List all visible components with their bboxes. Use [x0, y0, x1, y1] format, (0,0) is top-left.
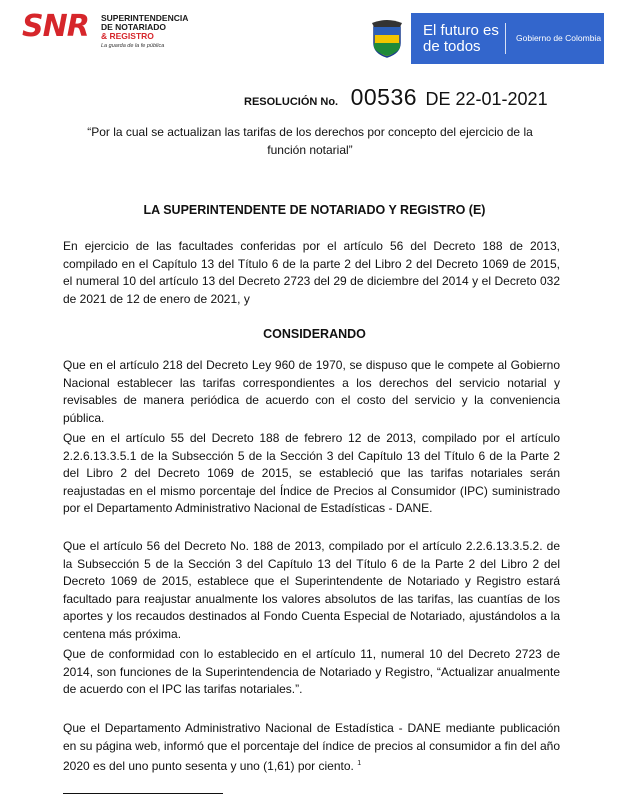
- divider: [505, 23, 506, 54]
- gov-slogan: El futuro es de todos: [423, 21, 499, 55]
- list-item: Que de conformidad con lo establecido en el artículo 11, numeral 10 del Decreto 2723 de 2014, son funciones de la Superintendencia de Notariado y Registro, “Actualizar anualmente de acuerdo con el IPC las tarifas notariales.”.: [63, 647, 560, 697]
- resolution-date: DE 22-01-2021: [425, 89, 548, 109]
- footnote-separator: [63, 793, 223, 794]
- preamble-paragraph: En ejercicio de las facultades conferidas por el artículo 56 del Decreto 188 de 2013, compilado en el Capítulo 13 del Título 6 de la parte 2 del Libro 2 del Decreto 1069 de 2015, el numeral 10 del artículo 13 del Decreto 2723 del 29 de diciembre del 2014 y el Decreto 032 de 2021 de 12 de enero de 2021, y: [63, 239, 560, 306]
- colombia-coat-of-arms-icon: [362, 13, 411, 64]
- snr-logo: [22, 9, 189, 52]
- footnote-marker: 1: [357, 760, 362, 768]
- considering-heading: CONSIDERANDO: [263, 327, 366, 341]
- authority-heading: LA SUPERINTENDENTE DE NOTARIADO Y REGISTRO (E): [143, 203, 486, 217]
- gov-name: Gobierno de Colombia: [516, 33, 602, 43]
- snr-tagline: La guarda de la fe pública: [101, 43, 165, 49]
- resolution-number-line: [244, 84, 548, 111]
- snr-logo-text: SUPERINTENDENCIA DE NOTARIADO & REGISTRO: [101, 13, 189, 41]
- list-item: Que en el artículo 55 del Decreto 188 de febrero 12 de 2013, compilado por el artículo 2.2.6.13.3.5.1 de la Subsección 5 de la Sección 3 del Capítulo 13 del Título 6 de la Parte 2 del Libro 2 del Decreto 1069 de 2015, se estableció que las tarifas notariales serán reajustadas en el mismo porcentaje del Índice de Precios al Consumidor (IPC) suministrado por el Departamento Administrativo Nacional de Estadísticas - DANE.: [63, 431, 560, 516]
- resolution-subject: “Por la cual se actualizan las tarifas de los derechos por concepto del ejercicio de la función notarial”: [87, 125, 533, 157]
- resolution-number: 00536: [350, 84, 418, 110]
- snr-logo-mark: SNR: [22, 9, 89, 44]
- list-item: Que en el artículo 218 del Decreto Ley 960 de 1970, se dispuso que le compete al Gobierno Nacional establecer las tarifas correspondientes a los derechos del servicio notarial y revisables de manera periódica de acuerdo con el costo del servicio y la conveniencia pública.: [63, 358, 560, 425]
- list-item: Que el artículo 56 del Decreto No. 188 de 2013, compilado por el artículo 2.2.6.13.3.5.2. de la Subsección 5 de la Sección 3 del Capítulo 13 del Título 6 de la Parte 2 del Libro 2 del Decreto 1069 de 2015, establece que el Superintendente de Notariado y Registro estará facultado para reajustar anualmente los valores absolutos de las tarifas, las cuantías de los aportes y los recaudos destinados al Fondo Cuenta Especial de Notariado, ajustándolos a la centena más próxima.: [63, 539, 560, 641]
- list-item: Que el Departamento Administrativo Nacional de Estadística - DANE mediante publicación en su página web, informó que el porcentaje del índice de precios al consumidor a fin del año 2020 es del uno punto sesenta y uno (1,61) por ciento. $^1$: [63, 721, 560, 774]
- gov-colombia-banner: [362, 13, 604, 64]
- resolution-label: RESOLUCIÓN No.: [244, 96, 339, 108]
